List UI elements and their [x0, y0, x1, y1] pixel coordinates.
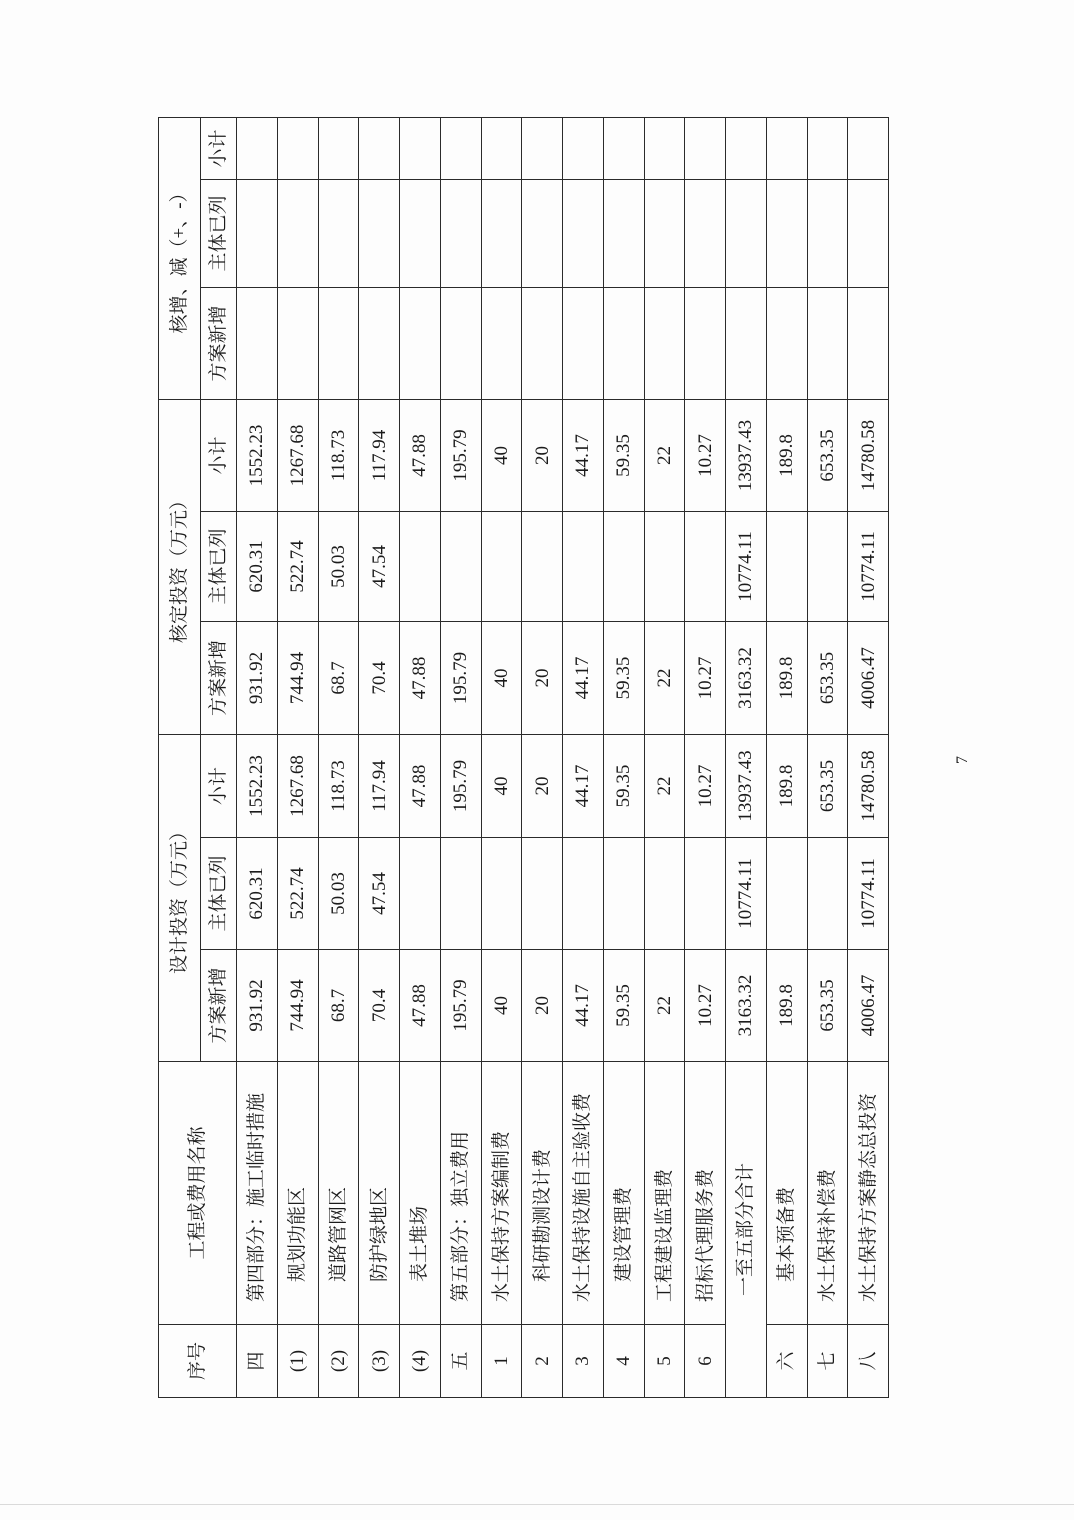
- design-existing-cell: [400, 838, 441, 950]
- approved-subtotal-cell: 44.17: [563, 399, 604, 511]
- design-new-cell: 195.79: [440, 950, 481, 1062]
- adjustment-new-cell: [807, 287, 848, 399]
- design-existing-cell: [563, 838, 604, 950]
- table-row: [726, 117, 767, 1397]
- design-subtotal-cell: 195.79: [440, 734, 481, 837]
- design-new-cell: 189.8: [766, 950, 807, 1062]
- item-name-header: 工程或费用名称: [159, 1062, 237, 1325]
- approved-existing-header: 主体已列: [201, 511, 237, 621]
- item-name-cell: 第五部分：独立费用: [440, 1062, 481, 1325]
- seq-header: 序号: [159, 1325, 237, 1398]
- seq-cell: 3: [563, 1325, 604, 1398]
- total-label-cell: 一至五部分合计: [726, 1062, 767, 1398]
- adjustment-subtotal-cell: [481, 117, 522, 179]
- approved-existing-cell: [481, 511, 522, 621]
- design-existing-cell: 50.03: [318, 838, 359, 950]
- design-subtotal-cell: 47.88: [400, 734, 441, 837]
- adjustment-existing-cell: [522, 179, 563, 287]
- design-existing-cell: 10774.11: [848, 838, 889, 950]
- seq-cell: (2): [318, 1325, 359, 1398]
- approved-existing-cell: [644, 511, 685, 621]
- table-row: [400, 117, 441, 1397]
- item-name-cell: 规划功能区: [277, 1062, 318, 1325]
- adjustment-new-cell: [400, 287, 441, 399]
- design-new-cell: 3163.32: [726, 950, 767, 1062]
- adjustment-subtotal-cell: [563, 117, 604, 179]
- design-subtotal-cell: 189.8: [766, 734, 807, 837]
- approved-existing-cell: [807, 511, 848, 621]
- adjustment-existing-cell: [277, 179, 318, 287]
- seq-cell: 4: [603, 1325, 644, 1398]
- adjustment-new-cell: [359, 287, 400, 399]
- adjustment-existing-cell: [685, 179, 726, 287]
- table-header: [159, 117, 237, 1397]
- approved-existing-cell: 47.54: [359, 511, 400, 621]
- item-name-cell: 基本预备费: [766, 1062, 807, 1325]
- approved-new-cell: 10.27: [685, 621, 726, 734]
- design-new-cell: 653.35: [807, 950, 848, 1062]
- approved-existing-cell: [400, 511, 441, 621]
- page-number: 7: [954, 756, 971, 764]
- design-existing-cell: [440, 838, 481, 950]
- adjustment-existing-cell: [400, 179, 441, 287]
- approved-subtotal-cell: 14780.58: [848, 399, 889, 511]
- adjustment-existing-cell: [563, 179, 604, 287]
- design-new-cell: 20: [522, 950, 563, 1062]
- design-existing-header: 主体已列: [201, 838, 237, 950]
- seq-cell: 七: [807, 1325, 848, 1398]
- approved-new-cell: 68.7: [318, 621, 359, 734]
- approved-new-cell: 744.94: [277, 621, 318, 734]
- adjustment-existing-cell: [807, 179, 848, 287]
- item-name-cell: 表土堆场: [400, 1062, 441, 1325]
- adjustment-new-cell: [726, 287, 767, 399]
- adjustment-subtotal-cell: [848, 117, 889, 179]
- seq-cell: 5: [644, 1325, 685, 1398]
- approved-existing-cell: [563, 511, 604, 621]
- rotated-table-wrapper: [158, 118, 888, 1398]
- design-subtotal-cell: 20: [522, 734, 563, 837]
- approved-existing-cell: [766, 511, 807, 621]
- adjustment-subtotal-cell: [807, 117, 848, 179]
- table-row: [603, 117, 644, 1397]
- seq-cell: 6: [685, 1325, 726, 1398]
- design-subtotal-cell: 44.17: [563, 734, 604, 837]
- adjustment-subtotal-cell: [685, 117, 726, 179]
- design-new-cell: 70.4: [359, 950, 400, 1062]
- approved-new-cell: 22: [644, 621, 685, 734]
- approved-subtotal-cell: 118.73: [318, 399, 359, 511]
- table-body: [237, 117, 889, 1397]
- design-existing-cell: 620.31: [237, 838, 278, 950]
- table-row: [522, 117, 563, 1397]
- design-new-cell: 22: [644, 950, 685, 1062]
- item-name-cell: 防护绿地区: [359, 1062, 400, 1325]
- design-subtotal-cell: 117.94: [359, 734, 400, 837]
- approved-subtotal-cell: 10.27: [685, 399, 726, 511]
- design-new-header: 方案新增: [201, 950, 237, 1062]
- seq-cell: 四: [237, 1325, 278, 1398]
- adjustment-new-header: 方案新增: [201, 287, 237, 399]
- adjustment-new-cell: [644, 287, 685, 399]
- approved-subtotal-cell: 59.35: [603, 399, 644, 511]
- design-existing-cell: [481, 838, 522, 950]
- table-row: [685, 117, 726, 1397]
- design-existing-cell: [644, 838, 685, 950]
- approved-new-cell: 70.4: [359, 621, 400, 734]
- investment-table: [158, 117, 889, 1398]
- item-name-cell: 科研勘测设计费: [522, 1062, 563, 1325]
- design-investment-header: 设计投资（万元）: [159, 734, 201, 1061]
- approved-existing-cell: 50.03: [318, 511, 359, 621]
- design-new-cell: 931.92: [237, 950, 278, 1062]
- design-existing-cell: 522.74: [277, 838, 318, 950]
- approved-existing-cell: 522.74: [277, 511, 318, 621]
- table-row: [766, 117, 807, 1397]
- table-row: [237, 117, 278, 1397]
- design-new-cell: 10.27: [685, 950, 726, 1062]
- approved-existing-cell: 10774.11: [848, 511, 889, 621]
- table-row: [644, 117, 685, 1397]
- adjustment-subtotal-cell: [440, 117, 481, 179]
- scan-edge-line: [0, 1504, 1074, 1505]
- design-new-cell: 4006.47: [848, 950, 889, 1062]
- design-subtotal-cell: 1267.68: [277, 734, 318, 837]
- adjustment-new-cell: [848, 287, 889, 399]
- adjustment-existing-cell: [440, 179, 481, 287]
- seq-cell: (1): [277, 1325, 318, 1398]
- adjustment-header: 核增、减（+、-）: [159, 117, 201, 399]
- approved-existing-cell: [603, 511, 644, 621]
- approved-subtotal-cell: 13937.43: [726, 399, 767, 511]
- approved-new-cell: 20: [522, 621, 563, 734]
- adjustment-existing-cell: [237, 179, 278, 287]
- header-row-groups: [159, 117, 201, 1397]
- approved-subtotal-cell: 40: [481, 399, 522, 511]
- design-new-cell: 59.35: [603, 950, 644, 1062]
- design-new-cell: 744.94: [277, 950, 318, 1062]
- adjustment-existing-cell: [359, 179, 400, 287]
- design-subtotal-cell: 40: [481, 734, 522, 837]
- adjustment-new-cell: [277, 287, 318, 399]
- table-row: [359, 117, 400, 1397]
- adjustment-subtotal-cell: [318, 117, 359, 179]
- design-existing-cell: [807, 838, 848, 950]
- adjustment-subtotal-header: 小计: [201, 117, 237, 179]
- adjustment-subtotal-cell: [277, 117, 318, 179]
- design-subtotal-cell: 13937.43: [726, 734, 767, 837]
- approved-subtotal-cell: 117.94: [359, 399, 400, 511]
- table-row: [481, 117, 522, 1397]
- approved-new-cell: 40: [481, 621, 522, 734]
- seq-cell: 八: [848, 1325, 889, 1398]
- design-subtotal-cell: 653.35: [807, 734, 848, 837]
- approved-subtotal-cell: 22: [644, 399, 685, 511]
- design-existing-cell: [766, 838, 807, 950]
- approved-subtotal-cell: 1267.68: [277, 399, 318, 511]
- item-name-cell: 水土保持设施自主验收费: [563, 1062, 604, 1325]
- approved-new-cell: 189.8: [766, 621, 807, 734]
- table-row: [277, 117, 318, 1397]
- item-name-cell: 水土保持方案静态总投资: [848, 1062, 889, 1325]
- adjustment-new-cell: [563, 287, 604, 399]
- adjustment-existing-cell: [726, 179, 767, 287]
- adjustment-existing-cell: [766, 179, 807, 287]
- adjustment-subtotal-cell: [644, 117, 685, 179]
- approved-new-cell: 59.35: [603, 621, 644, 734]
- adjustment-new-cell: [685, 287, 726, 399]
- adjustment-subtotal-cell: [237, 117, 278, 179]
- item-name-cell: 第四部分：施工临时措施: [237, 1062, 278, 1325]
- adjustment-subtotal-cell: [522, 117, 563, 179]
- seq-cell: (4): [400, 1325, 441, 1398]
- adjustment-new-cell: [603, 287, 644, 399]
- item-name-cell: 建设管理费: [603, 1062, 644, 1325]
- design-subtotal-cell: 10.27: [685, 734, 726, 837]
- table-row: [440, 117, 481, 1397]
- design-subtotal-header: 小计: [201, 734, 237, 837]
- adjustment-existing-cell: [848, 179, 889, 287]
- adjustment-existing-cell: [318, 179, 359, 287]
- table-row: [807, 117, 848, 1397]
- approved-new-cell: 44.17: [563, 621, 604, 734]
- approved-subtotal-cell: 195.79: [440, 399, 481, 511]
- approved-existing-cell: [685, 511, 726, 621]
- adjustment-subtotal-cell: [400, 117, 441, 179]
- design-existing-cell: 47.54: [359, 838, 400, 950]
- design-existing-cell: [603, 838, 644, 950]
- approved-investment-header: 核定投资（万元）: [159, 399, 201, 734]
- adjustment-subtotal-cell: [603, 117, 644, 179]
- item-name-cell: 工程建设监理费: [644, 1062, 685, 1325]
- approved-new-cell: 3163.32: [726, 621, 767, 734]
- adjustment-existing-cell: [644, 179, 685, 287]
- design-subtotal-cell: 14780.58: [848, 734, 889, 837]
- adjustment-new-cell: [440, 287, 481, 399]
- approved-subtotal-cell: 189.8: [766, 399, 807, 511]
- design-new-cell: 40: [481, 950, 522, 1062]
- design-new-cell: 47.88: [400, 950, 441, 1062]
- approved-subtotal-cell: 1552.23: [237, 399, 278, 511]
- approved-new-header: 方案新增: [201, 621, 237, 734]
- design-subtotal-cell: 59.35: [603, 734, 644, 837]
- design-subtotal-cell: 22: [644, 734, 685, 837]
- adjustment-subtotal-cell: [359, 117, 400, 179]
- design-existing-cell: 10774.11: [726, 838, 767, 950]
- adjustment-new-cell: [522, 287, 563, 399]
- approved-subtotal-header: 小计: [201, 399, 237, 511]
- approved-new-cell: 47.88: [400, 621, 441, 734]
- seq-cell: 五: [440, 1325, 481, 1398]
- item-name-cell: 水土保持方案编制费: [481, 1062, 522, 1325]
- seq-cell: (3): [359, 1325, 400, 1398]
- item-name-cell: 道路管网区: [318, 1062, 359, 1325]
- item-name-cell: 水土保持补偿费: [807, 1062, 848, 1325]
- seq-cell: 2: [522, 1325, 563, 1398]
- design-subtotal-cell: 118.73: [318, 734, 359, 837]
- adjustment-existing-cell: [481, 179, 522, 287]
- adjustment-existing-cell: [603, 179, 644, 287]
- approved-subtotal-cell: 20: [522, 399, 563, 511]
- approved-subtotal-cell: 47.88: [400, 399, 441, 511]
- approved-new-cell: 931.92: [237, 621, 278, 734]
- seq-cell: 六: [766, 1325, 807, 1398]
- adjustment-new-cell: [237, 287, 278, 399]
- approved-existing-cell: 620.31: [237, 511, 278, 621]
- design-subtotal-cell: 1552.23: [237, 734, 278, 837]
- adjustment-subtotal-cell: [766, 117, 807, 179]
- adjustment-new-cell: [318, 287, 359, 399]
- approved-subtotal-cell: 653.35: [807, 399, 848, 511]
- design-new-cell: 68.7: [318, 950, 359, 1062]
- design-existing-cell: [685, 838, 726, 950]
- approved-existing-cell: [440, 511, 481, 621]
- table-row: [563, 117, 604, 1397]
- adjustment-new-cell: [481, 287, 522, 399]
- design-new-cell: 44.17: [563, 950, 604, 1062]
- approved-new-cell: 195.79: [440, 621, 481, 734]
- approved-new-cell: 4006.47: [848, 621, 889, 734]
- table-row: [318, 117, 359, 1397]
- adjustment-new-cell: [766, 287, 807, 399]
- seq-cell: 1: [481, 1325, 522, 1398]
- item-name-cell: 招标代理服务费: [685, 1062, 726, 1325]
- adjustment-subtotal-cell: [726, 117, 767, 179]
- design-existing-cell: [522, 838, 563, 950]
- approved-existing-cell: 10774.11: [726, 511, 767, 621]
- table-row: [848, 117, 889, 1397]
- approved-existing-cell: [522, 511, 563, 621]
- adjustment-existing-header: 主体已列: [201, 179, 237, 287]
- approved-new-cell: 653.35: [807, 621, 848, 734]
